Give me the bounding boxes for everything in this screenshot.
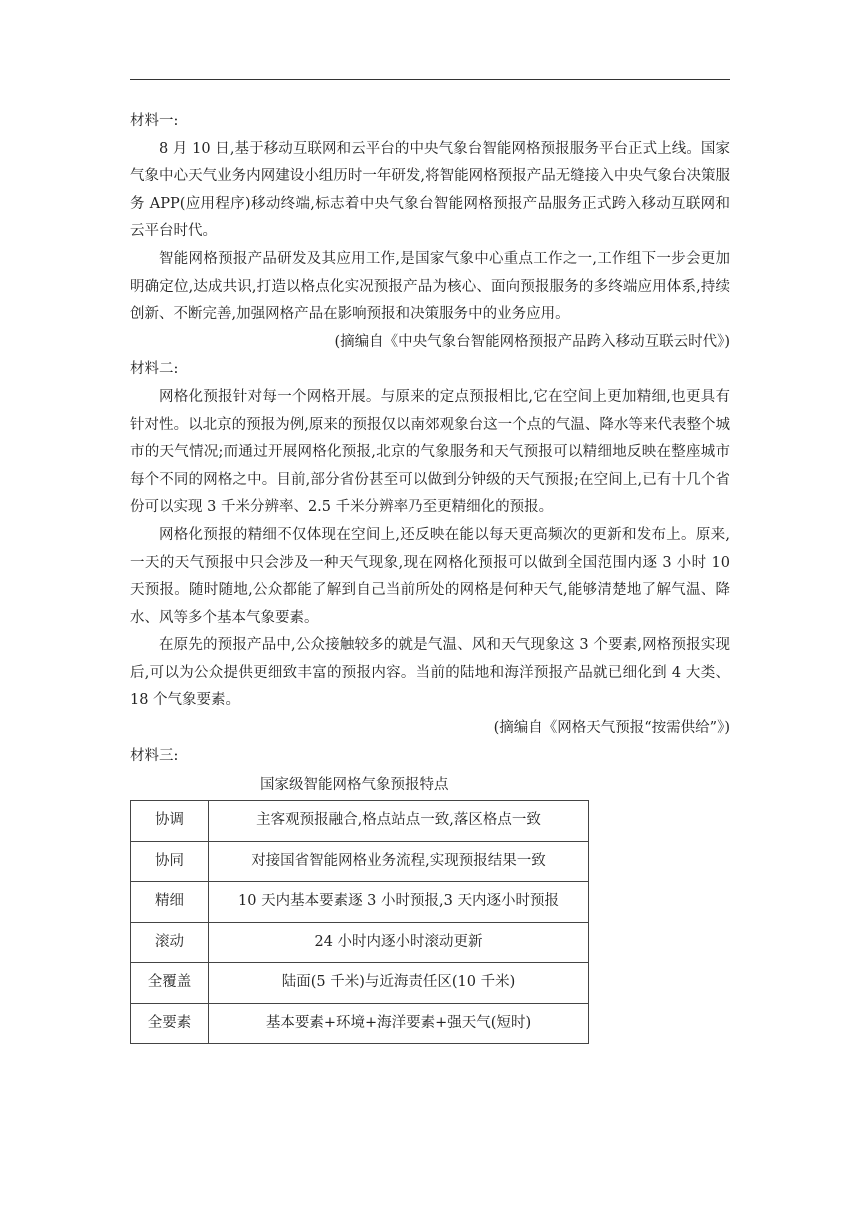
row-value: 陆面(5 千米)与近海责任区(10 千米) xyxy=(209,963,589,1004)
material-2-source: (摘编自《网格天气预报“按需供给”》) xyxy=(493,720,730,737)
row-key: 全覆盖 xyxy=(131,963,209,1004)
table-row xyxy=(131,841,589,882)
row-key: 协调 xyxy=(131,801,209,842)
row-value: 主客观预报融合,格点站点一致,落区格点一致 xyxy=(209,801,589,842)
row-key: 全要素 xyxy=(131,1003,209,1044)
document-body xyxy=(130,108,730,1044)
row-key: 滚动 xyxy=(131,922,209,963)
material-2-paragraph-3: 在原先的预报产品中,公众接触较多的就是气温、风和天气现象这 3 个要素,网格预报实现后,可以为公众提供更细致丰富的预报内容。当前的陆地和海洋预报产品就已细化到 4 大类、18 个气象要素。 xyxy=(130,637,730,709)
material-2-label: 材料二: xyxy=(130,361,179,378)
material-2-paragraph-2: 网格化预报的精细不仅体现在空间上,还反映在能以每天更高频次的更新和发布上。原来,一天的天气预报中只会涉及一种天气现象,现在网格化预报可以做到全国范围内逐 3 小时 10 天预报。随时随地,公众都能了解到自己当前所处的网格是何种天气,能够清楚地了解气温、降水、风等多个基本气象要素。 xyxy=(130,526,730,626)
table-row xyxy=(131,963,589,1004)
table-row xyxy=(131,1003,589,1044)
material-2-paragraph-1: 网格化预报针对每一个网格开展。与原来的定点预报相比,它在空间上更加精细,也更具有针对性。以北京的预报为例,原来的预报仅以南郊观象台这一个点的气温、降水等来代表整个城市的天气情况;而通过开展网格化预报,北京的气象服务和天气预报可以精细地反映在整座城市每个不同的网格之中。目前,部分省份甚至可以做到分钟级的天气预报;在空间上,已有十几个省份可以实现 3 千米分辨率、2.5 千米分辨率乃至更精细化的预报。 xyxy=(130,388,730,516)
row-value: 10 天内基本要素逐 3 小时预报,3 天内逐小时预报 xyxy=(209,882,589,923)
material-1-label: 材料一: xyxy=(130,113,179,129)
material-1-paragraph-1: 8 月 10 日,基于移动互联网和云平台的中央气象台智能网格预报服务平台正式上线。国家气象中心天气业务内网建设小组历时一年研发,将智能网格预报产品无缝接入中央气象台决策服务 APP(应用程序)移动终端,标志着中央气象台智能网格预报产品服务正式跨入移动互联网和云平台时代。 xyxy=(130,140,730,240)
material-3-label: 材料三: xyxy=(130,747,179,764)
material-1-source: (摘编自《中央气象台智能网格预报产品跨入移动互联云时代》) xyxy=(334,333,730,350)
material-1-paragraph-2: 智能网格预报产品研发及其应用工作,是国家气象中心重点工作之一,工作组下一步会更加明确定位,达成共识,打造以格点化实况预报产品为核心、面向预报服务的多终端应用体系,持续创新、不断完善,加强网格产品在影响预报和决策服务中的业务应用。 xyxy=(130,250,730,323)
row-key: 协同 xyxy=(131,841,209,882)
row-key: 精细 xyxy=(131,882,209,923)
row-value: 基本要素+环境+海洋要素+强天气(短时) xyxy=(209,1003,589,1044)
table-row xyxy=(131,801,589,842)
table-row xyxy=(131,922,589,963)
table-title: 国家级智能网格气象预报特点 xyxy=(260,777,449,794)
row-value: 24 小时内逐小时滚动更新 xyxy=(209,922,589,963)
header-rule xyxy=(130,79,730,80)
table-row xyxy=(131,882,589,923)
row-value: 对接国省智能网格业务流程,实现预报结果一致 xyxy=(209,841,589,882)
features-table xyxy=(130,800,589,1044)
